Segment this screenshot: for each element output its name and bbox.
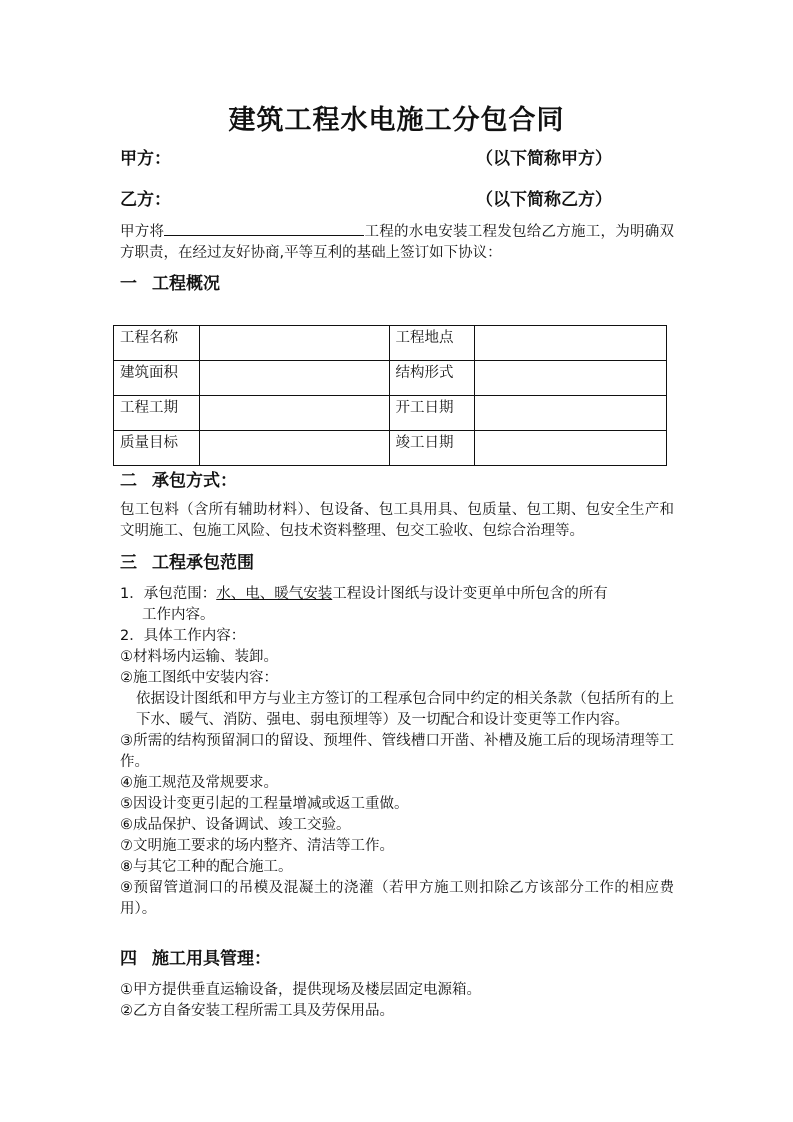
section-1-number: 一: [120, 274, 137, 294]
party-a-suffix: （以下简称甲方）: [476, 149, 612, 169]
section-4-number: 四: [120, 949, 137, 969]
work-item-2: ②施工图纸中安装内容：: [120, 670, 278, 686]
table-value-cell: [199, 361, 389, 396]
party-b-line: [120, 188, 680, 212]
tools-item-1: ①甲方提供垂直运输设备，提供现场及楼层固定电源箱。: [120, 982, 481, 998]
intro-rest: 工程的水电安装工程发包给乙方施工，为明确双方职责，在经过友好协商,平等互利的基础上签订如下协议：: [120, 224, 674, 261]
section-3-title: 工程承包范围: [152, 553, 254, 573]
work-item-3: ③所需的结构预留洞口的留设、预埋件、管线槽口开凿、补槽及施工后的现场清理等工作。: [120, 733, 674, 770]
table-label-cell: 工程名称: [114, 326, 200, 361]
section-4-heading: [120, 946, 271, 972]
table-label-cell: 竣工日期: [389, 431, 475, 466]
section-4-title: 施工用具管理：: [152, 949, 271, 969]
table-label-cell: 工程工期: [114, 396, 200, 431]
work-item-7: ⑦文明施工要求的场内整齐、清洁等工作。: [120, 838, 394, 854]
table-label-cell: 工程地点: [389, 326, 475, 361]
table-value-cell: [199, 431, 389, 466]
table-value-cell: [475, 361, 667, 396]
scope-item-1: [120, 584, 674, 605]
work-item-8: ⑧与其它工种的配合施工。: [120, 859, 293, 875]
section-3-heading: [120, 550, 254, 576]
table-label-cell: 结构形式: [389, 361, 475, 396]
section-1-title: 工程概况: [152, 274, 220, 294]
intro-prefix: 甲方将: [120, 224, 165, 240]
work-item-2-detail: 依据设计图纸和甲方与业主方签订的工程承包合同中约定的相关条款（包括所有的上下水、暖气、消防、强电、弱电预埋等）及一切配合和设计变更等工作内容。: [136, 691, 674, 728]
table-row: [114, 361, 667, 396]
section-4-body: [120, 980, 674, 1022]
party-a-label: 甲方：: [120, 149, 171, 169]
section-2-number: 二: [120, 471, 137, 491]
work-item-4: ④施工规范及常规要求。: [120, 775, 278, 791]
work-item-9: ⑨预留管道洞口的吊模及混凝土的浇灌（若甲方施工则扣除乙方该部分工作的相应费用）。: [120, 880, 674, 917]
table-value-cell: [475, 431, 667, 466]
section-3-body: [120, 584, 674, 920]
table-label-cell: 建筑面积: [114, 361, 200, 396]
scope-value: 水、电、暖气安装: [216, 586, 333, 602]
table-row: [114, 326, 667, 361]
table-value-cell: [199, 396, 389, 431]
party-b-suffix: （以下简称乙方）: [476, 190, 612, 210]
project-overview-table: [113, 325, 667, 466]
work-item-6: ⑥成品保护、设备调试、竣工交验。: [120, 817, 351, 833]
section-2-title: 承包方式：: [152, 471, 237, 491]
document-title: 建筑工程水电施工分包合同: [228, 105, 565, 136]
scope-item-1-prefix: 1．承包范围：: [120, 586, 217, 602]
table-value-cell: [475, 326, 667, 361]
table-row: [114, 431, 667, 466]
section-3-number: 三: [120, 553, 137, 573]
table-value-cell: [199, 326, 389, 361]
section-1-heading: [120, 271, 220, 297]
project-name-blank: [164, 220, 364, 236]
section-2-text: 包工包料（含所有辅助材料）、包设备、包工具用具、包质量、包工期、包安全生产和文明施工、包施工风险、包技术资料整理、包交工验收、包综合治理等。: [120, 502, 674, 539]
scope-item-1-continued: 工作内容。: [142, 607, 215, 623]
intro-paragraph: [120, 220, 674, 264]
section-2-heading: [120, 468, 237, 494]
table-label-cell: 开工日期: [389, 396, 475, 431]
work-item-1: ①材料场内运输、装卸。: [120, 649, 278, 665]
scope-item-1-rest: 工程设计图纸与设计变更单中所包含的所有: [332, 586, 608, 602]
table-value-cell: [475, 396, 667, 431]
scope-item-2: 2．具体工作内容：: [120, 628, 246, 644]
table-row: [114, 396, 667, 431]
party-a-line: [120, 147, 680, 171]
party-b-label: 乙方：: [120, 190, 171, 210]
tools-item-2: ②乙方自备安装工程所需工具及劳保用品。: [120, 1003, 394, 1019]
work-item-5: ⑤因设计变更引起的工程量增减或返工重做。: [120, 796, 409, 812]
table-label-cell: 质量目标: [114, 431, 200, 466]
